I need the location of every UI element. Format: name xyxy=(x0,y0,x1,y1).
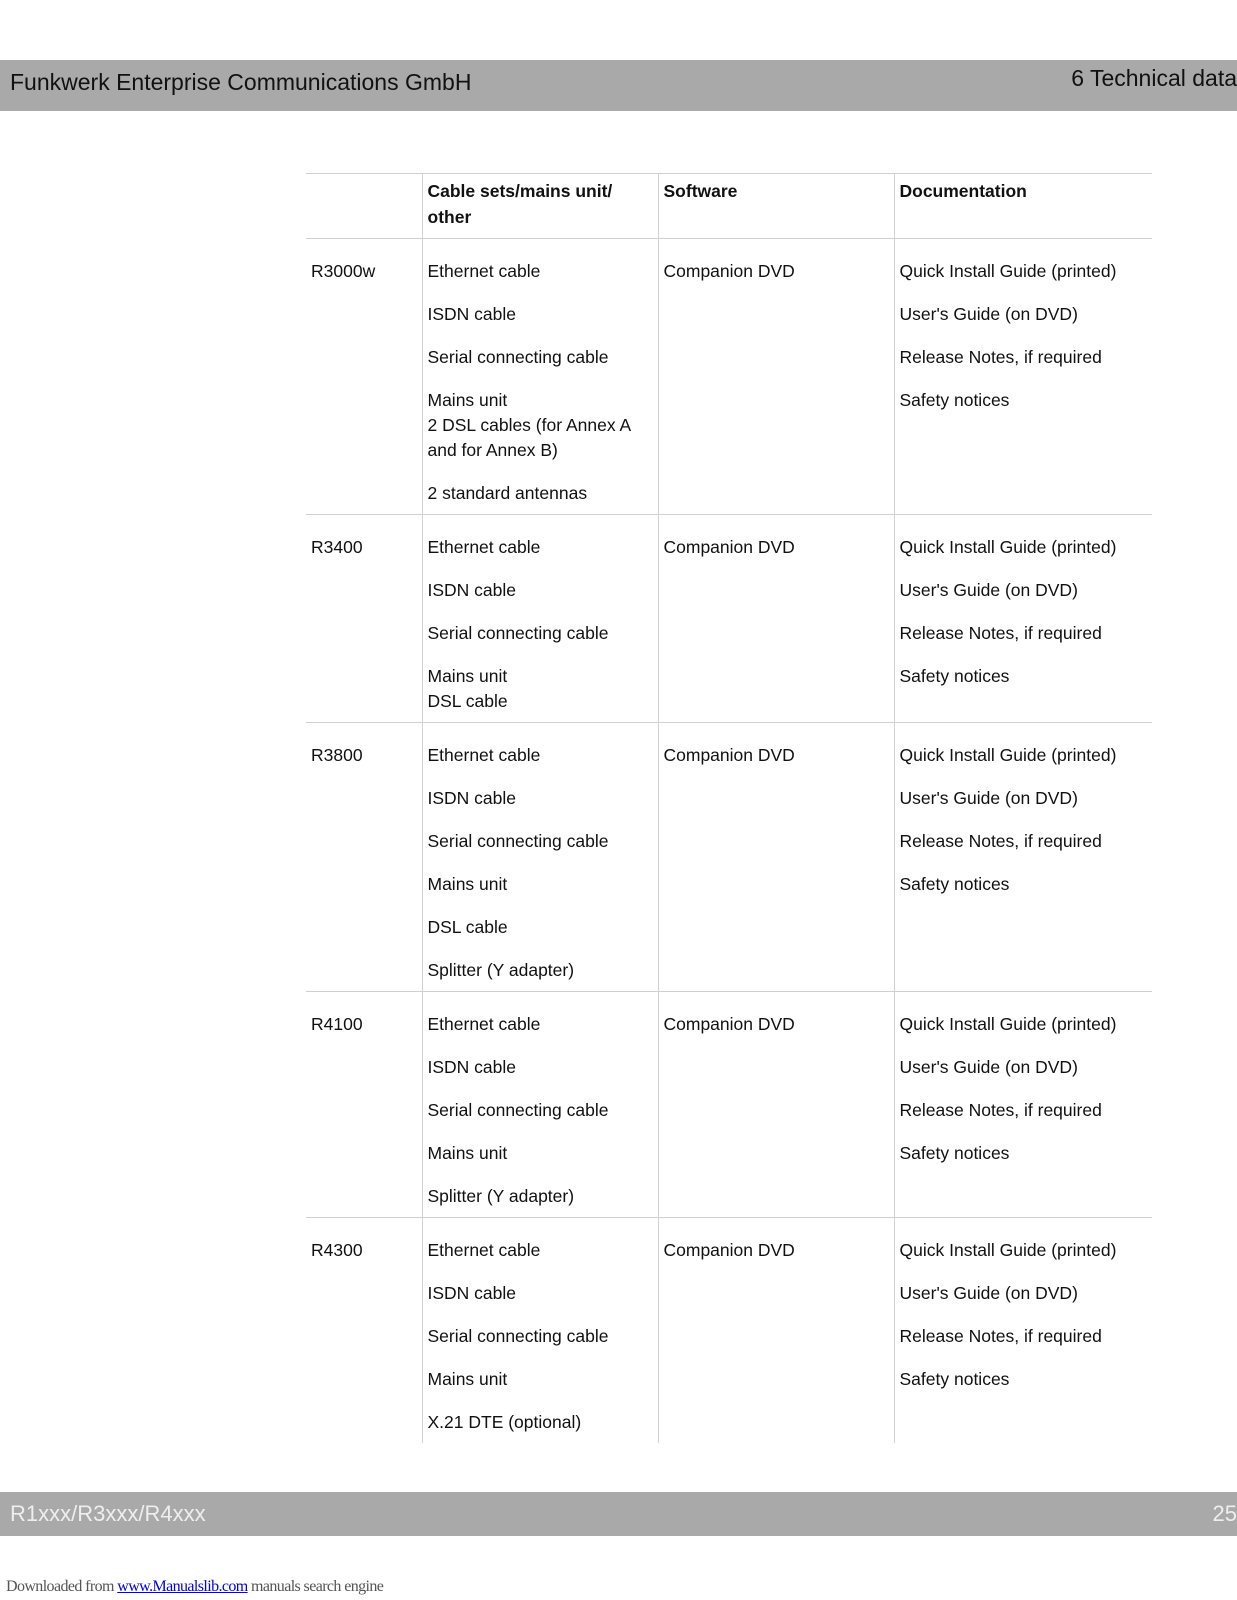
list-item: User's Guide (on DVD) xyxy=(899,1283,1078,1303)
list-item: Ethernet cable xyxy=(427,537,541,557)
list-item: Mains unit xyxy=(427,390,508,410)
manualslib-link[interactable]: www.Manualslib.com xyxy=(117,1578,248,1595)
docs-cell xyxy=(894,239,1152,515)
list-item: Release Notes, if required xyxy=(899,1100,1102,1120)
list-item: ISDN cable xyxy=(427,304,517,324)
model-cell xyxy=(306,515,422,723)
model-cell xyxy=(306,992,422,1218)
cables-cell xyxy=(422,723,658,992)
list-item: Mains unit xyxy=(427,1143,508,1163)
list-item: Quick Install Guide (printed) xyxy=(899,261,1117,281)
list-item: Serial connecting cable xyxy=(427,347,609,367)
page-number: 25 xyxy=(1212,1501,1237,1526)
list-item: Mains unit xyxy=(427,1369,508,1389)
list-item: Companion DVD xyxy=(663,1240,795,1260)
list-item: Companion DVD xyxy=(663,261,795,281)
list-item: ISDN cable xyxy=(427,580,517,600)
software-cell xyxy=(658,239,894,515)
table-row xyxy=(306,992,1152,1218)
list-item: Release Notes, if required xyxy=(899,831,1102,851)
list-item: Mains unit xyxy=(427,874,508,894)
column-header-documentation: Documentation xyxy=(894,174,1152,239)
list-item: User's Guide (on DVD) xyxy=(899,304,1078,324)
list-item: Mains unit xyxy=(427,666,508,686)
list-item: Serial connecting cable xyxy=(427,1100,609,1120)
list-item: X.21 DTE (optional) xyxy=(427,1412,582,1432)
list-item: Release Notes, if required xyxy=(899,347,1102,367)
list-item: Ethernet cable xyxy=(427,261,541,281)
column-header-cable-sets: Cable sets/mains unit/ other xyxy=(422,174,658,239)
column-header-software: Software xyxy=(658,174,894,239)
model-name: R3800 xyxy=(311,745,363,765)
list-item: Safety notices xyxy=(899,390,1010,410)
model-cell xyxy=(306,239,422,515)
model-name: R4100 xyxy=(311,1014,363,1034)
model-cell xyxy=(306,723,422,992)
company-name: Funkwerk Enterprise Communications GmbH xyxy=(10,69,472,95)
list-item: Safety notices xyxy=(899,1369,1010,1389)
list-item: Serial connecting cable xyxy=(427,623,609,643)
table-row xyxy=(306,515,1152,723)
list-item: Release Notes, if required xyxy=(899,623,1102,643)
docs-cell xyxy=(894,992,1152,1218)
list-item: ISDN cable xyxy=(427,788,517,808)
model-name: R4300 xyxy=(311,1240,363,1260)
section-title: 6 Technical data xyxy=(1071,65,1237,91)
list-item: Companion DVD xyxy=(663,1014,795,1034)
docs-cell xyxy=(894,1218,1152,1444)
list-item: ISDN cable xyxy=(427,1057,517,1077)
list-item: Safety notices xyxy=(899,874,1010,894)
list-item: Quick Install Guide (printed) xyxy=(899,1240,1117,1260)
table-row xyxy=(306,239,1152,515)
list-item: DSL cable xyxy=(427,917,508,937)
table-row xyxy=(306,1218,1152,1444)
list-item: Ethernet cable xyxy=(427,1014,541,1034)
table-header-row xyxy=(306,174,1152,239)
download-suffix: manuals search engine xyxy=(247,1578,384,1595)
cables-cell xyxy=(422,239,658,515)
list-item: Quick Install Guide (printed) xyxy=(899,537,1117,557)
package-contents-table xyxy=(306,173,1152,1443)
docs-cell xyxy=(894,515,1152,723)
list-item: Serial connecting cable xyxy=(427,831,609,851)
column-header-model xyxy=(306,174,422,239)
list-item: Quick Install Guide (printed) xyxy=(899,745,1117,765)
cables-cell xyxy=(422,515,658,723)
model-cell xyxy=(306,1218,422,1444)
software-cell xyxy=(658,515,894,723)
list-item: Splitter (Y adapter) xyxy=(427,960,575,980)
download-prefix: Downloaded from xyxy=(6,1578,118,1595)
list-item: Companion DVD xyxy=(663,745,795,765)
list-item: Safety notices xyxy=(899,1143,1010,1163)
list-item: Quick Install Guide (printed) xyxy=(899,1014,1117,1034)
docs-cell xyxy=(894,723,1152,992)
software-cell xyxy=(658,1218,894,1444)
model-name: R3400 xyxy=(311,537,363,557)
list-item: Splitter (Y adapter) xyxy=(427,1186,575,1206)
list-item: Release Notes, if required xyxy=(899,1326,1102,1346)
list-item: Ethernet cable xyxy=(427,745,541,765)
cables-cell xyxy=(422,992,658,1218)
list-item: User's Guide (on DVD) xyxy=(899,788,1078,808)
list-item: Companion DVD xyxy=(663,537,795,557)
list-item: 2 standard antennas xyxy=(427,483,588,503)
list-item: ISDN cable xyxy=(427,1283,517,1303)
model-name: R3000w xyxy=(311,261,376,281)
list-item: Ethernet cable xyxy=(427,1240,541,1260)
list-item: User's Guide (on DVD) xyxy=(899,1057,1078,1077)
footer-product: R1xxx/R3xxx/R4xxx xyxy=(10,1501,206,1526)
table-row xyxy=(306,723,1152,992)
software-cell xyxy=(658,992,894,1218)
list-item: User's Guide (on DVD) xyxy=(899,580,1078,600)
software-cell xyxy=(658,723,894,992)
list-item: Safety notices xyxy=(899,666,1010,686)
list-item: DSL cable xyxy=(427,691,508,711)
download-note xyxy=(6,1578,383,1596)
cables-cell xyxy=(422,1218,658,1444)
list-item: 2 DSL cables (for Annex A and for Annex B) xyxy=(427,415,631,460)
list-item: Serial connecting cable xyxy=(427,1326,609,1346)
